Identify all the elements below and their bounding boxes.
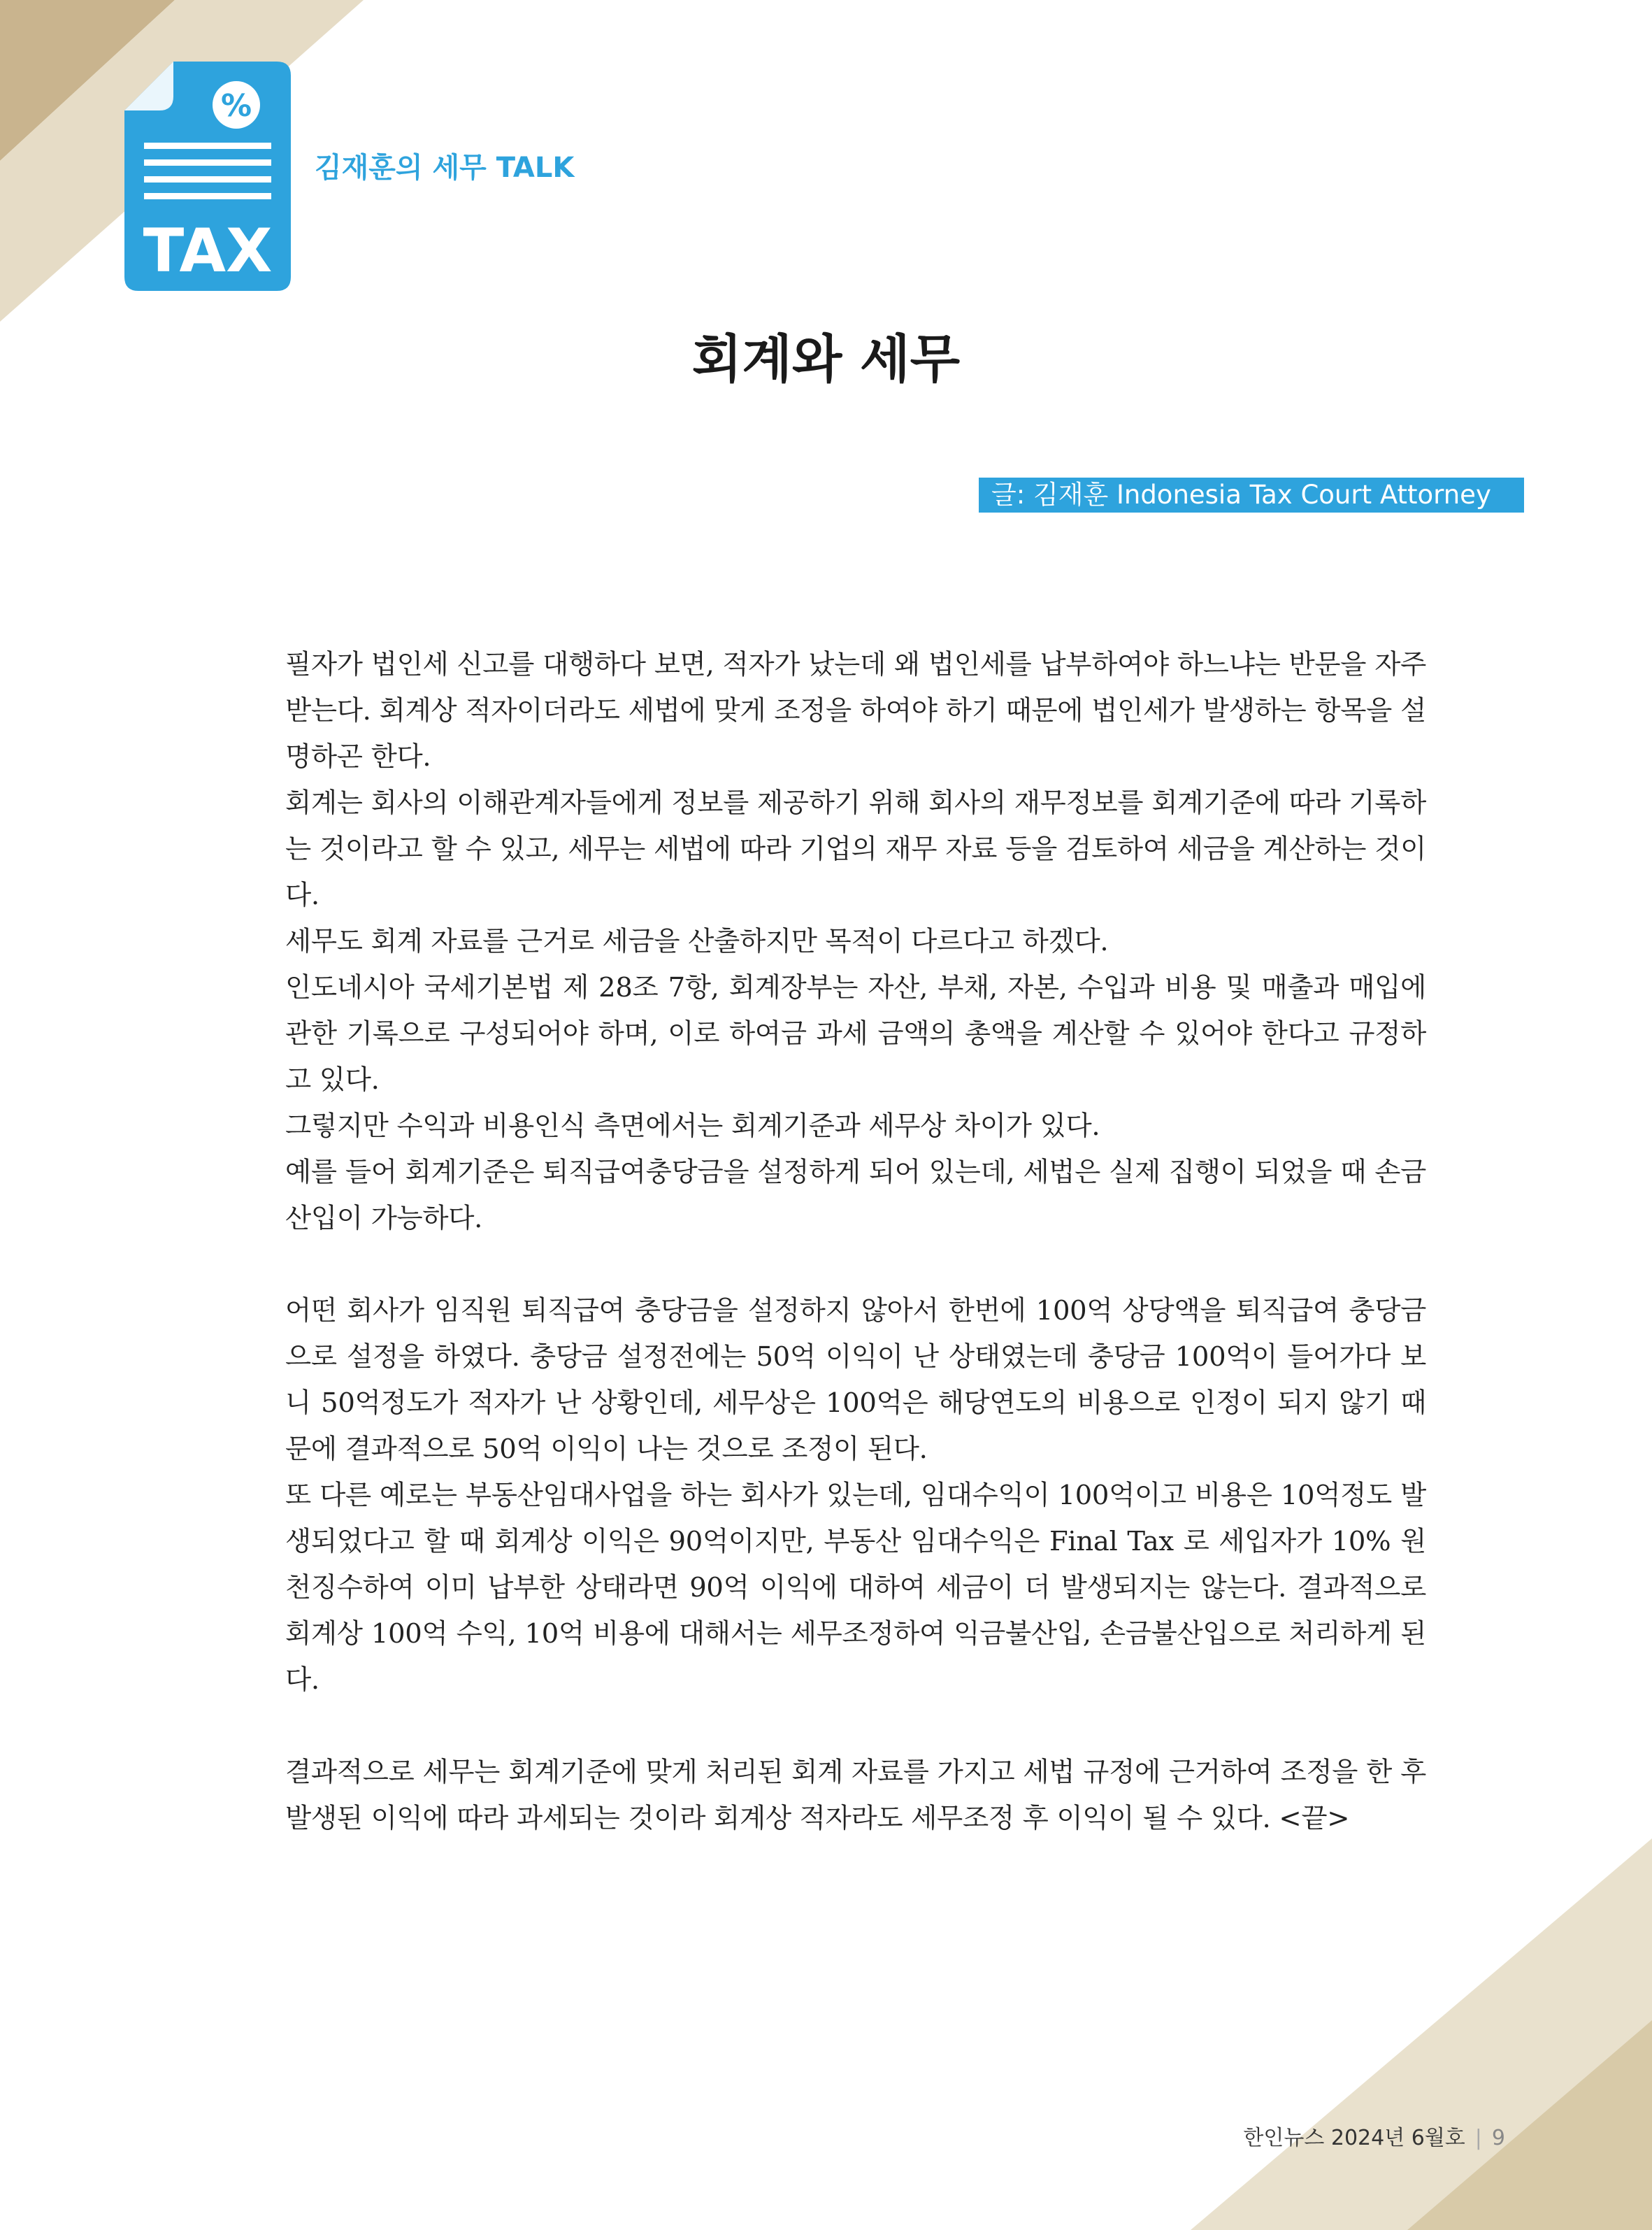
article-paragraph: 필자가 법인세 신고를 대행하다 보면, 적자가 났는데 왜 법인세를 납부하여야 하느냐는 반문을 자주 받는다. 회계상 적자이더라도 세법에 맞게 조정을 하여야 하기 때문에 법인세가 발생하는 항목을 설명하곤 한다. [285, 649, 1426, 773]
tax-icon-text: TAX [143, 216, 273, 286]
bottom-right-corner-decoration [1191, 1838, 1652, 2230]
page-number: 9 [1491, 2126, 1505, 2150]
article-paragraph: 세무도 회계 자료를 근거로 세금을 산출하지만 목적이 다르다고 하겠다. [285, 926, 1109, 957]
publication-name: 한인뉴스 2024년 6월호 [1243, 2126, 1465, 2150]
article-body [285, 642, 1426, 1842]
author-byline: 글: 김재훈 Indonesia Tax Court Attorney [979, 478, 1524, 513]
article-title: 회계와 세무 [691, 329, 961, 389]
footer-divider: | [1474, 2126, 1482, 2150]
article-paragraph: 인도네시아 국세기본법 제 28조 7항, 회계장부는 자산, 부채, 자본, 수입과 비용 및 매출과 매입에 관한 기록으로 구성되어야 하며, 이로 하여금 과세 금액의 총액을 계산할 수 있어야 한다고 규정하고 있다. [285, 972, 1426, 1096]
percent-symbol: % [220, 88, 252, 124]
article-paragraph: 어떤 회사가 임직원 퇴직급여 충당금을 설정하지 않아서 한번에 100억 상당액을 퇴직급여 충당금으로 설정을 하였다. 충당금 설정전에는 50억 이익이 난 상태였는데 충당금 100억이 들어가다 보니 50억정도가 적자가 난 상황인데, 세무상은 100억은 해당연도의 비용으로 인정이 되지 않기 때문에 결과적으로 50억 이익이 나는 것으로 조정이 된다. [285, 1295, 1426, 1465]
series-label: 김재훈의 세무 TALK [315, 152, 575, 184]
tax-document-icon [124, 62, 291, 291]
article-paragraph: 또 다른 예로는 부동산임대사업을 하는 회사가 있는데, 임대수익이 100억이고 비용은 10억정도 발생되었다고 할 때 회계상 이익은 90억이지만, 부동산 임대수익은 Final Tax 로 세입자가 10% 원천징수하여 이미 납부한 상태라면 90억 이익에 대하여 세금이 더 발생되지는 않는다. 결과적으로 회계상 100억 수익, 10억 비용에 대해서는 세무조정하여 익금불산입, 손금불산입으로 처리하게 된다. [285, 1480, 1426, 1696]
paragraph-spacer [285, 1242, 1426, 1288]
article-paragraph: 그렇지만 수익과 비용인식 측면에서는 회계기준과 세무상 차이가 있다. [285, 1110, 1100, 1142]
article-paragraph: 결과적으로 세무는 회계기준에 맞게 처리된 회계 자료를 가지고 세법 규정에 근거하여 조정을 한 후 발생된 이익에 따라 과세되는 것이라 회계상 적자라도 세무조정 후 이익이 될 수 있다. <끝> [285, 1757, 1426, 1834]
page-footer [1243, 2120, 1505, 2151]
paragraph-spacer [285, 1703, 1426, 1750]
article-paragraph: 예를 들어 회계기준은 퇴직급여충당금을 설정하게 되어 있는데, 세법은 실제 집행이 되었을 때 손금산입이 가능하다. [285, 1157, 1426, 1234]
article-paragraph: 회계는 회사의 이해관계자들에게 정보를 제공하기 위해 회사의 재무정보를 회계기준에 따라 기록하는 것이라고 할 수 있고, 세무는 세법에 따라 기업의 재무 자료 등을 검토하여 세금을 계산하는 것이다. [285, 787, 1426, 911]
